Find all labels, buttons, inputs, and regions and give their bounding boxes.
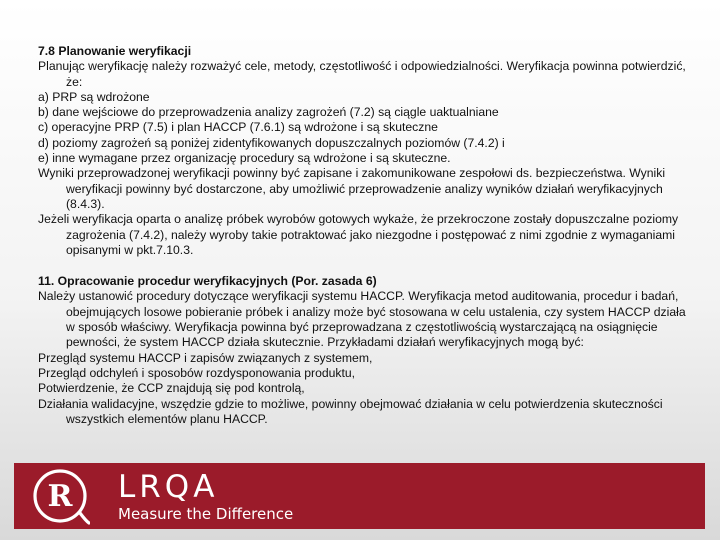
list-item-review-deviations: Przegląd odchyleń i sposobów rozdysponowania produktu, xyxy=(38,365,356,380)
list-item-a: a) PRP są wdrożone xyxy=(38,89,150,104)
brand-tagline: Measure the Difference xyxy=(118,505,294,523)
brand-name: LRQA xyxy=(118,469,219,505)
logo-letter: R xyxy=(47,479,73,514)
list-item-c: c) operacyjne PRP (7.5) i plan HACCP (7.6.1) są wdrożone i są skuteczne xyxy=(38,120,438,135)
section-heading-verification-procedures: 11. Opracowanie procedur weryfikacyjnych (Por. zasada 6) xyxy=(38,274,377,289)
section-heading-verification-planning: 7.8 Planowanie weryfikacji xyxy=(38,44,192,58)
list-item-ccp-control: Potwierdzenie, że CCP znajdują się pod kontrolą, xyxy=(38,381,305,396)
list-item-d: d) poziomy zagrożeń są poniżej zidentyfikowanych dopuszczalnych poziomów (7.4.2) i xyxy=(38,135,505,150)
slide-content xyxy=(38,44,688,427)
list-item-review-system: Przegląd systemu HACCP i zapisów związanych z systemem, xyxy=(38,350,373,365)
paragraph-intro: Planując weryfikację należy rozważyć cele, metody, częstotliwość i odpowiedzialności. Weryfikacja powinna potwierdzić, że: xyxy=(38,59,686,89)
list-item-b: b) dane wejściowe do przeprowadzenia analizy zagrożeń (7.2) są ciągle uaktualniane xyxy=(38,105,499,120)
lrqa-logo-icon xyxy=(30,466,90,526)
paragraph-nonconforming: Jeżeli weryfikacja oparta o analizę próbek wyrobów gotowych wykaże, że przekroczone zostały dopuszczalne poziomy zagrożenia (7.4.2), należy wyroby takie potraktować jako niezgodne i postępować z nimi zgodnie z wymaganiami opisanymi w pkt.7.10.3. xyxy=(38,212,679,257)
list-item-e: e) inne wymagane przez organizację procedury są wdrożone i są skuteczne. xyxy=(38,151,451,166)
paragraph-results: Wyniki przeprowadzonej weryfikacji powinny być zapisane i zakomunikowane zespołowi ds. bezpieczeństwa. Wyniki weryfikacji powinny być dostarczone, aby umożliwić przeprowadzenie analizy wyników działań weryfikacyjnych (8.4.3). xyxy=(38,166,666,211)
paragraph-procedures: Należy ustanowić procedury dotyczące weryfikacji systemu HACCP. Weryfikacja metod auditowania, procedur i badań, obejmujących losowe pobieranie próbek i analizy może być stosowana w celu ustalenia, czy system HACCP działa w sposób właściwy. Weryfikacja powinna być przeprowadzana z częstotliwością wystarczającą na osiągnięcie pewności, że system HACCP działa skutecznie. Przykładami działań weryfikacyjnych mogą być: xyxy=(38,289,686,350)
section-spacer xyxy=(38,258,688,274)
list-item-validation: Działania walidacyjne, wszędzie gdzie to możliwe, powinny obejmować działania w celu potwierdzenia skuteczności wszystkich elementów planu HACCP. xyxy=(38,396,663,426)
